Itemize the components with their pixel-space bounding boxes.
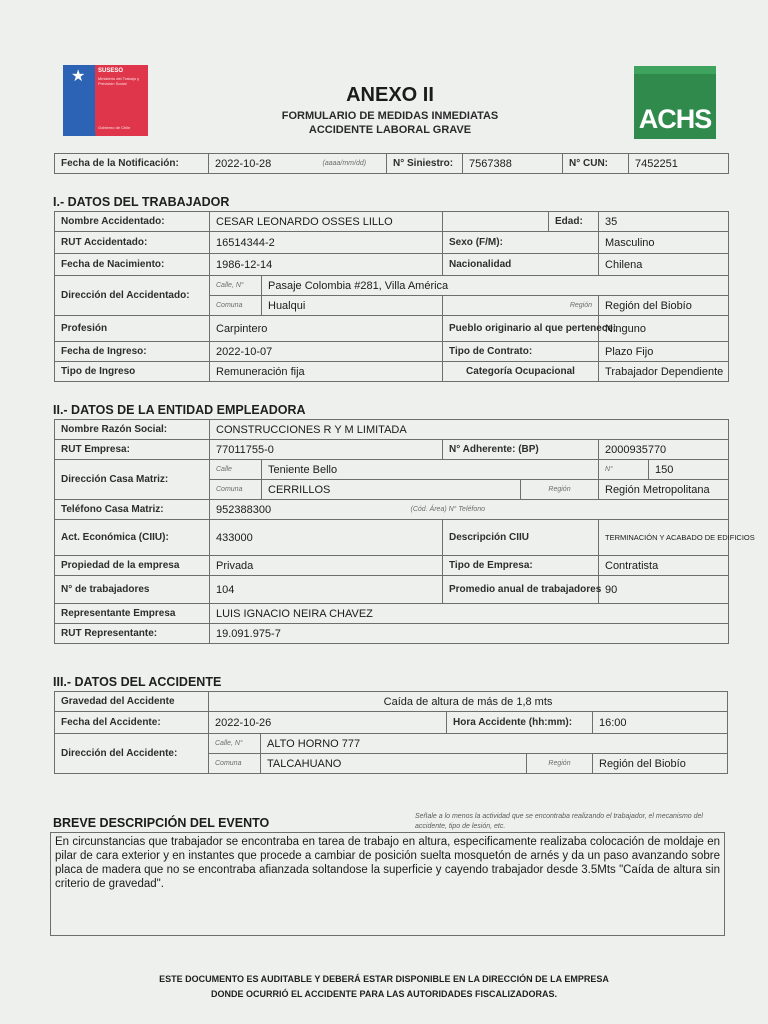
nacionalidad-label: Nacionalidad	[443, 254, 599, 276]
sexo-value: Masculino	[599, 232, 729, 254]
nacionalidad-value: Chilena	[599, 254, 729, 276]
region-accidentado-value: Región del Biobío	[599, 296, 729, 316]
section-accidente-title: III.- DATOS DEL ACCIDENTE	[53, 675, 222, 689]
contrato-label: Tipo de Contrato:	[443, 342, 599, 362]
descripcion-ciiu-label: Descripción CIIU	[443, 520, 599, 556]
fecha-accidente-label: Fecha del Accidente:	[55, 712, 209, 734]
page-subtitle-1: FORMULARIO DE MEDIDAS INMEDIATAS	[281, 110, 499, 122]
telefono-value: 952388300	[210, 500, 386, 520]
representante-label: Representante Empresa	[55, 604, 210, 624]
rut-representante-value: 19.091.975-7	[210, 624, 729, 644]
notification-date-format: (aaaa/mm/dd)	[317, 154, 387, 174]
fecha-ingreso-label: Fecha de Ingreso:	[55, 342, 210, 362]
suseso-logo	[63, 65, 148, 136]
footer-line-1: ESTE DOCUMENTO ES AUDITABLE Y DEBERÁ ESTAR DISPONIBLE EN LA DIRECCIÓN DE LA EMPRESA	[159, 974, 609, 984]
ciiu-value: 433000	[210, 520, 443, 556]
promedio-value: 90	[599, 576, 729, 604]
suseso-subtitle: Ministerio del Trabajo y Previsión Social	[98, 76, 140, 86]
telefono-format: (Cód. Área) N° Teléfono	[386, 500, 729, 520]
rut-empresa-label: RUT Empresa:	[55, 440, 210, 460]
hora-accidente-label: Hora Accidente (hh:mm):	[447, 712, 593, 734]
calle-accidente-label: Calle, N°	[209, 734, 261, 754]
edad-label: Edad:	[549, 212, 599, 232]
achs-brand: ACHS	[638, 104, 712, 134]
empleadora-table	[54, 419, 755, 644]
direccion-accidentado-label: Dirección del Accidentado:	[55, 276, 210, 316]
siniestro-value: 7567388	[463, 154, 563, 174]
categoria-label: Categoría Ocupacional	[443, 362, 599, 382]
descripcion-ciiu-value: TERMINACIÓN Y ACABADO DE EDIFICIOS	[599, 520, 729, 556]
rut-empresa-value: 77011755-0	[210, 440, 443, 460]
trabajador-table	[54, 211, 729, 382]
nacimiento-label: Fecha de Nacimiento:	[55, 254, 210, 276]
rut-representante-label: RUT Representante:	[55, 624, 210, 644]
tipo-ingreso-label: Tipo de Ingreso	[55, 362, 210, 382]
numero-matriz-value: 150	[649, 460, 729, 480]
propiedad-value: Privada	[210, 556, 443, 576]
categoria-value: Trabajador Dependiente	[599, 362, 729, 382]
suseso-brand: SUSESO	[98, 68, 124, 74]
page-title: ANEXO II	[346, 84, 434, 106]
descripcion-note: Señale a lo menos la actividad que se encontraba realizando el trabajador, el mecanismo del accidente, tipo de lesión, etc.	[415, 813, 703, 830]
section-empleadora-title: II.- DATOS DE LA ENTIDAD EMPLEADORA	[53, 403, 306, 417]
cun-label: N° CUN:	[563, 154, 629, 174]
pueblo-label: Pueblo originario al que pertenece:	[443, 316, 599, 342]
tipo-ingreso-value: Remuneración fija	[210, 362, 443, 382]
propiedad-label: Propiedad de la empresa	[55, 556, 210, 576]
nombre-value: CESAR LEONARDO OSSES LILLO	[210, 212, 443, 232]
star-icon: ★	[71, 68, 86, 85]
notification-date-label: Fecha de la Notificación:	[55, 154, 209, 174]
descripcion-title: BREVE DESCRIPCIÓN DEL EVENTO	[53, 816, 270, 830]
profesion-label: Profesión	[55, 316, 210, 342]
adherente-value: 2000935770	[599, 440, 729, 460]
calle-accidentado-label: Calle, N°	[210, 276, 262, 296]
comuna-accidentado-value: Hualqui	[262, 296, 443, 316]
siniestro-label: N° Siniestro:	[387, 154, 463, 174]
calle-accidente-value: ALTO HORNO 777	[261, 734, 728, 754]
nacimiento-value: 1986-12-14	[210, 254, 443, 276]
achs-logo	[634, 66, 716, 139]
notification-table	[54, 153, 729, 174]
region-accidentado-label: Región	[443, 296, 599, 316]
page-subtitle-2: ACCIDENTE LABORAL GRAVE	[308, 124, 472, 136]
region-accidente-label: Región	[527, 754, 593, 774]
direccion-accidente-label: Dirección del Accidente:	[55, 734, 209, 774]
gravedad-label: Gravedad del Accidente	[55, 692, 209, 712]
region-matriz-value: Región Metropolitana	[599, 480, 729, 500]
edad-value: 35	[599, 212, 729, 232]
comuna-accidente-label: Comuna	[209, 754, 261, 774]
cun-value: 7452251	[629, 154, 729, 174]
comuna-matriz-value: CERRILLOS	[262, 480, 521, 500]
fecha-ingreso-value: 2022-10-07	[210, 342, 443, 362]
direccion-matriz-label: Dirección Casa Matriz:	[55, 460, 210, 500]
fecha-accidente-value: 2022-10-26	[209, 712, 447, 734]
section-trabajador-title: I.- DATOS DEL TRABAJADOR	[53, 195, 230, 209]
trabajadores-label: N° de trabajadores	[55, 576, 210, 604]
telefono-label: Teléfono Casa Matriz:	[55, 500, 210, 520]
rut-accidentado-value: 16514344-2	[210, 232, 443, 254]
representante-value: LUIS IGNACIO NEIRA CHAVEZ	[210, 604, 729, 624]
pueblo-value: Ninguno	[599, 316, 729, 342]
calle-accidentado-value: Pasaje Colombia #281, Villa América	[262, 276, 729, 296]
footer-line-2: DONDE OCURRIÓ EL ACCIDENTE PARA LAS AUTORIDADES FISCALIZADORAS.	[210, 989, 557, 999]
rut-accidentado-label: RUT Accidentado:	[55, 232, 210, 254]
promedio-label: Promedio anual de trabajadores	[443, 576, 599, 604]
tipo-empresa-value: Contratista	[599, 556, 729, 576]
gravedad-value: Caída de altura de más de 1,8 mts	[209, 692, 728, 712]
adherente-label: N° Adherente: (BP)	[443, 440, 599, 460]
numero-matriz-label: N°	[599, 460, 649, 480]
suseso-footer: Gobierno de Chile	[98, 125, 131, 130]
calle-matriz-value: Teniente Bello	[262, 460, 599, 480]
trabajadores-value: 104	[210, 576, 443, 604]
hora-accidente-value: 16:00	[593, 712, 728, 734]
comuna-accidentado-label: Comuna	[210, 296, 262, 316]
notification-date-value: 2022-10-28	[209, 154, 317, 174]
accidente-table	[54, 691, 728, 774]
razon-social-label: Nombre Razón Social:	[55, 420, 210, 440]
tipo-empresa-label: Tipo de Empresa:	[443, 556, 599, 576]
nombre-label: Nombre Accidentado:	[55, 212, 210, 232]
descripcion-text: En circunstancias que trabajador se encontraba en tarea de trabajo en altura, especificamente realizaba colocación de moldaje en pilar de cara exterior y en instantes que procede a cambiar de posición suelta mosquetón de arnés y da un paso avanzando sobre placa de madera que no se encontraba afianzada soltandose la superficie y cayendo trabajador desde 3.5Mts "Caída de altura sin criterio de gravedad".	[50, 832, 725, 936]
region-matriz-label: Región	[521, 480, 599, 500]
sexo-label: Sexo (F/M):	[443, 232, 599, 254]
region-accidente-value: Región del Biobío	[593, 754, 728, 774]
ciiu-label: Act. Económica (CIIU):	[55, 520, 210, 556]
comuna-matriz-label: Comuna	[210, 480, 262, 500]
profesion-value: Carpintero	[210, 316, 443, 342]
calle-matriz-label: Calle	[210, 460, 262, 480]
comuna-accidente-value: TALCAHUANO	[261, 754, 527, 774]
razon-social-value: CONSTRUCCIONES R Y M LIMITADA	[210, 420, 729, 440]
contrato-value: Plazo Fijo	[599, 342, 729, 362]
